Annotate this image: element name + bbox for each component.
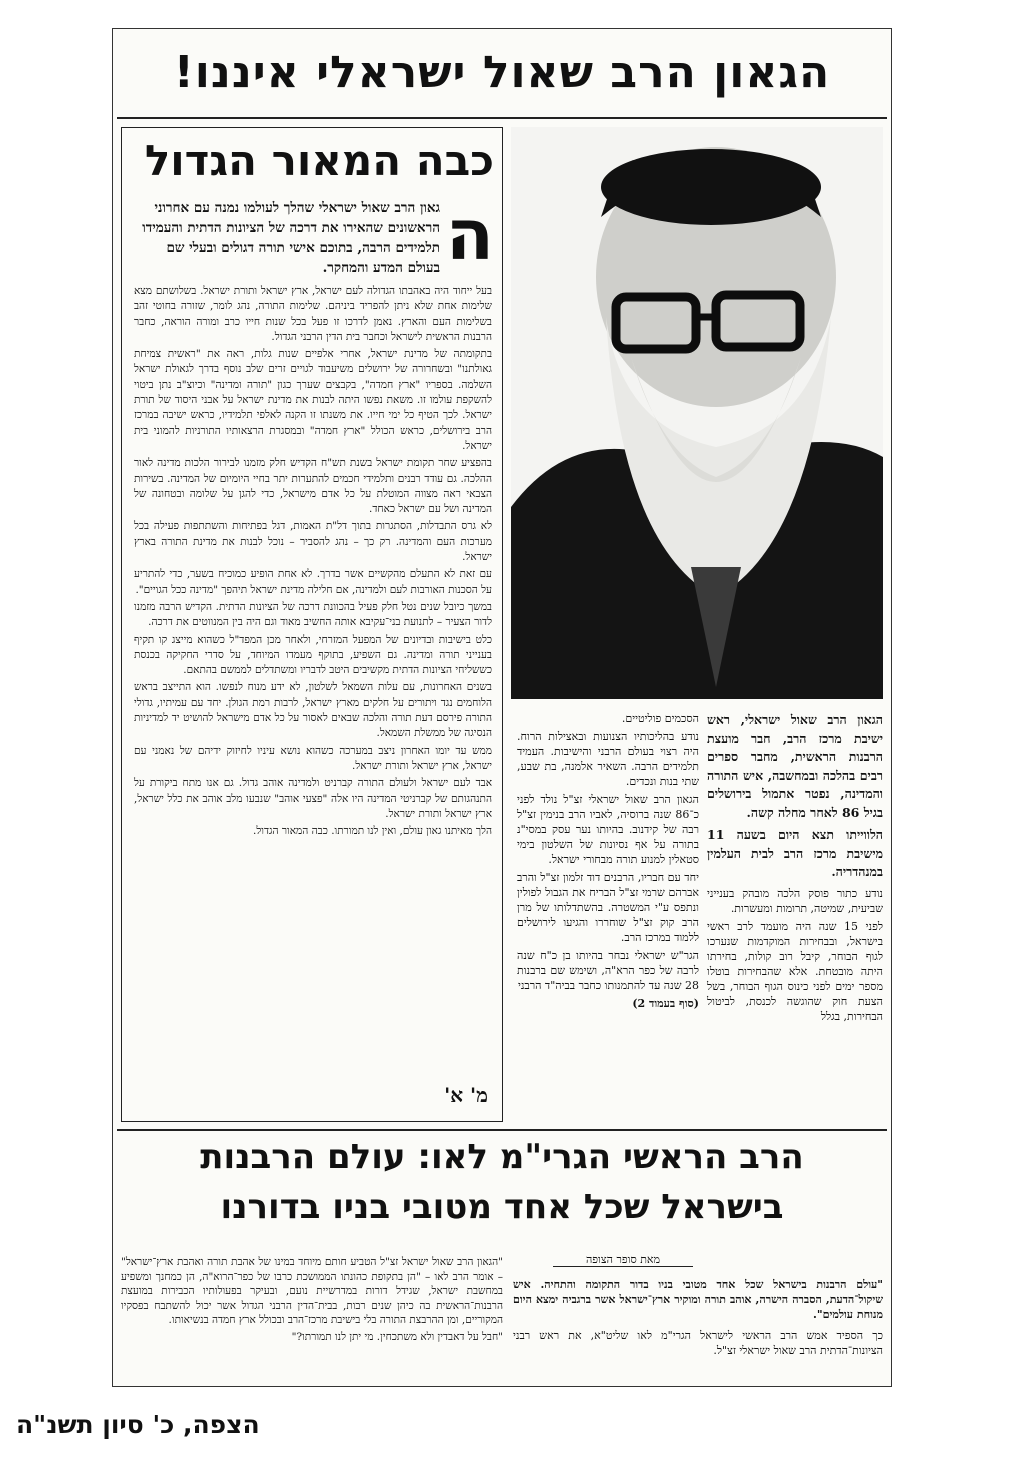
obituary-paragraph: לפני 15 שנה היה מועמד לרב ראשי בישראל, ובבחירות המוקדמות שנערכו לגוף הבוחר, קיבל רוב קולות, בחירתו היתה מובטחת. אלא שהבחירות בוטלו מספר ימים לפני כינוס הגוף הבוחר, בשל הצעת חוק שהוגשה לכנסת, לביטול הבחירות, בגלל xyxy=(707,919,883,1023)
portrait-illustration xyxy=(511,127,883,699)
obituary-paragraph: נודע כתור פוסק הלכה מובהק בענייני שביעית, שמיטה, תרומות ומעשרות. xyxy=(707,886,883,915)
editorial-paragraph: הלך מאיתנו גאון עולם, ואין לנו תמורתו. כבה המאור הגדול. xyxy=(253,825,492,838)
editorial-paragraph: במשך כיובל שנים נטל חלק פעיל בהכוונת דרכה של הציונות הדתית. הקדיש הרבה מזמנו לדור הצעיר – לתנועת בני־עקיבא אותה החשיב מאוד וגם היה בין המנווטים את דרכה. xyxy=(134,600,492,629)
obituary-paragraph: הגאון הרב שאול ישראלי זצ"ל נולד לפני כ־86 שנה ברוסיה, לאביו הרב בנימין זצ"ל רבה של קידנוב. בהיותו נער עסק במסי"נ בתורה על אף נסיונות של השלטון בימי סטאלין למנוע תורה מבחורי ישראל. xyxy=(517,793,699,866)
byline: מאת סופר הצופה xyxy=(553,1253,693,1267)
editorial-paragraph: עם זאת לא התעלם מהקשיים אשר בדרך. לא אחת הופיע כמוכיח בשער, כדי להתריע על הסכנות האורבות לעם ולמדינה, אם חלילה מדינת ישראל תיהפך "מדינה ככל הגויים". xyxy=(134,568,492,596)
signature: מ' א' xyxy=(444,1083,488,1107)
editorial-paragraph: בהפציע שחר תקומת ישראל בשנת תש"ח הקדיש חלק מזמנו לבירור הלכות מדינה לאור ההלכה. גם עודד רבנים ותלמידי חכמים להתערות יתר בחיי היומיום של המדינה. בשירות הצבאי ראה מצווה המוטלת על כל אדם מישראל, כדי להגן על שלומה ובטחונה של המדינה ושל עם ישראל כאחד. xyxy=(134,457,492,516)
article-paragraph: "עולם הרבנות בישראל שכל אחד מטובי בניו בדור התקומה והתחיה. איש שיקול־הדעת, הסברה הישרה, אוהב תורה ומוקיר ארץ־ישראל אשר ברגביה ימצא היום מנוחת עולמים". xyxy=(513,1278,883,1321)
editorial-paragraph: בתקומתה של מדינת ישראל, אחרי אלפיים שנות גלות, ראה את "ראשית צמיחת גאולתנו" ובשחרורה של ירושלים משיעבוד לגויים זרים שלב נוסף בדרך לגאולת ישראל השלמה. בספריו "ארץ חמדה", בקבצים שערך כגון "תורה ומדינה" וכיוצ"ב נתן ביטוי להשקפת עולמו זו. משאת נפשו היתה לבנות את מדינת ישראל על אבני היסוד של תורת ישראל. לכך הטיף כל ימי חייו. את משנתו זו הקנה לאלפי תלמידיו, כראש ישיבה במרכז הרב בירושלים, כראש הכולל "ארץ חמדה" ובמסגרת הרצאותיו התורניות להמוני בית ישראל. xyxy=(134,348,492,452)
continued-note: (סוף בעמוד 2) xyxy=(632,997,699,1010)
article-paragraph: כך הספיד אמש הרב הראשי לישראל הגרי"מ לאו שליט"א, את ראש רבני הציונות־הדתית הרב שאול ישראלי זצ"ל. xyxy=(513,1329,883,1357)
article-paragraph: "הגאון הרב שאול ישראל זצ"ל הטביע חותם מיוחד במינו של אהבת תורה ואהבת ארץ־ישראל" – אומר הרב לאו – "הן בתקופת כהונתו הממושכת כרבו של כפר־הרוא"ה, הן כמחנך ומשפיע במחשבת ישראל, שגידל דורות במדרשיית נועם, ובעיקר בפעולותיו הכבירות במועצת הרבנות־הראשית בה כיהן שנים רבות, בבית־הדין הרבני הגדול אשר יכול להשתבח בפסקיו המקוריים, ומן ההרבצת התורה בלי בישיבת מרכז־הרב ובכולל ארץ חמדה בנשיאותו. xyxy=(121,1256,503,1326)
editorial-paragraph: בשנים האחרונות, עם עלות השמאל לשלטון, לא ידע מנוח לנפשו. הוא התייצב בראש הלוחמים נגד ויתורים על חלקים מארץ ישראל, לרבות רמת הגולן. יחד עם עמיתיו, גדולי התורה פירסם דעת תורה והלכה שבאים לאסור על כל אדם מישראל להושיט יד למדיניות הנסיגה של ממשלת השמאל. xyxy=(134,681,492,740)
editorial-paragraph: ממש עד יומו האחרון ניצב במערכה כשהוא נושא עיניו לחיזוק ידיהם של נאמני עם ישראל, ארץ ישראל ותורת ישראל. xyxy=(134,744,492,772)
editorial-paragraph: לא גרס התבדלות, הסתגרות בתוך דל"ת האמות, דגל בפתיחות והשתתפות פעילה בכל מערכות העם והמדינה. רק כך – נהג להסביר – נוכל לבנות את מדינת התורה בארץ ישראל. xyxy=(134,520,492,564)
editorial-lead: גאון הרב שאול ישראלי שהלך לעולמו נמנה עם אחרוני הראשונים שהאירו את דרכה של הציונות הדתית והעמידו תלמידים הרבה, בתוכם אישי תורה דגולים ובעלי שם בעולם המדע והמחקר. xyxy=(142,200,440,276)
obituary-paragraph: יחד עם חבריו, הרבנים דוד זלמון זצ"ל והרב אברהם שרמי זצ"ל הבריח את הגבול לפולין ונתפס ע"י המשטרה. בהשתדלותו של מרן הרב קוק זצ"ל שוחררו והגיעו לירושלים ללמוד במרכז הרב. xyxy=(517,871,699,944)
portrait-photo xyxy=(511,127,883,699)
second-headline-line2: בישראל שכל אחד מטובי בניו בדורנו xyxy=(220,1187,784,1227)
divider xyxy=(117,117,887,119)
divider xyxy=(117,1129,887,1131)
funeral-notice: הלווייתו תצא היום בשעה 11 מישיבת מרכז הרב לבית העלמין במנהדריה. xyxy=(707,827,883,879)
top-headline: הגאון הרב שאול ישראלי איננו! xyxy=(173,47,831,98)
article-left-column xyxy=(121,1255,503,1344)
obituary-lead: הגאון הרב שאול ישראלי, ראש ישיבת מרכז הרב, חבר מועצת הרבנות הראשית, מחבר ספרים רבים בהלכה ובמחשבה, איש התורה והמדינה, נפטר אתמול בירושלים בגיל 86 לאחר מחלה קשה. xyxy=(707,712,883,820)
article-paragraph: "חבל על דאבדין ולא משתכחין. מי יתן לנו תמורתו?" xyxy=(291,1330,503,1343)
editorial-paragraph: בעל ייחוד היה באהבתו הגדולה לעם ישראל, ארץ ישראל ותורת ישראל. בשלושתם מצא שלימות אחת שלא ניתן להפריד ביניהם. שלימות התורה, נהג לומר, שזורה בחוטי זהב בשלימות העם והארץ. נאמן לדרכו זו פעל בכל שנות חייו כרב ומורה הוראה, כחבר הרבנות הראשית לישראל וכחבר בית הדין הרבני הגדול. xyxy=(134,285,492,343)
editorial-body xyxy=(134,284,492,839)
obituary-paragraph: הסכמים פוליטיים. xyxy=(621,712,699,725)
obituary-middle-column xyxy=(517,711,699,1011)
drop-cap: ה xyxy=(445,194,494,276)
newspaper-clipping xyxy=(112,28,892,1387)
editorial-paragraph: כלט בישיבות ובדיונים של המפעל המזרחי, ולאחר מכן המפד"ל כשהוא מייצג קו תקיף בענייני תורה ומדינה. גם השפיע, בתוקף מעמדו המיוחד, על סדרי החקיקה בכנסת כששליחי הציונות הדתית מקשיבים היטב לדבריו ומשתדלים לממשם בהתאם. xyxy=(134,633,492,677)
article-right-column xyxy=(513,1277,883,1358)
obituary-right-column xyxy=(707,711,883,1024)
obituary-paragraph: הגר"ש ישראלי נבחר בהיותו בן כ"ח שנה לרבה של כפר הרא"ה, ושימש שם ברבנות 28 שנה עד להתמנותו כחבר בביה"ד הרבני xyxy=(517,949,699,992)
editorial-title: כבה המאור הגדול xyxy=(144,136,494,185)
editorial-paragraph: אבד לעם ישראל ולעולם התורה קברניט ולמדינה אוהב גדול. גם אנו מתח ביקורת על התנהגותם של קברניטי המדינה היו אלה "פצעי אוהב" שנבעו מלב אוהב את כלל ישראל, ארץ ישראל ותורת ישראל. xyxy=(134,777,492,820)
source-caption: הצפה, כ' סיון תשנ"ה xyxy=(16,1410,260,1439)
editorial-box xyxy=(121,127,503,1122)
obituary-paragraph: נודע בהליכותיו הצנועות ובאצילות הרוח. היה רצוי בעולם הרבני והישיבות. העמיד תלמידים הרבה. השאיר אלמנה, בת שבע, שתי בנות ונכדים. xyxy=(517,730,699,788)
second-headline-line1: הרב הראשי הגרי"מ לאו: עולם הרבנות xyxy=(200,1137,804,1177)
